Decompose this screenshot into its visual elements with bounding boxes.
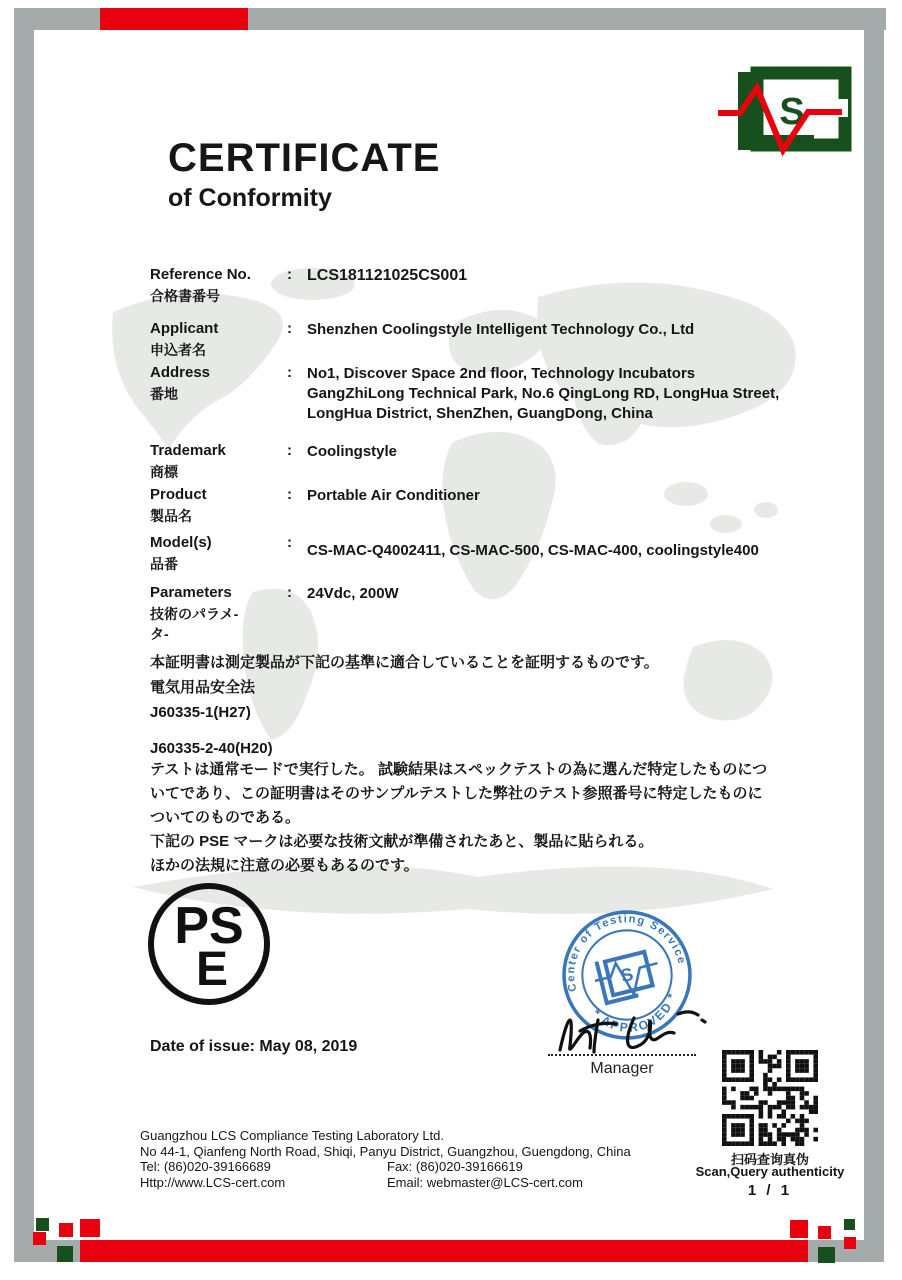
field-value: Coolingstyle xyxy=(307,443,398,460)
statement-standard-2: J60335-2-40(H20) xyxy=(150,740,273,757)
qr-code xyxy=(722,1050,818,1146)
certificate-title: CERTIFICATE xyxy=(168,136,441,180)
field-label-jp: 品番 xyxy=(150,556,178,572)
signature-role-label: Manager xyxy=(590,1060,654,1077)
qr-caption-zh: 扫码查询真伪 xyxy=(730,1152,809,1167)
signature-line xyxy=(548,1054,696,1056)
corner-square-green xyxy=(36,1218,49,1231)
field-label: Parameters xyxy=(150,584,232,601)
frame-left-bar xyxy=(14,8,34,1262)
field-colon: : xyxy=(287,584,292,601)
issuer-fax: Fax: (86)020-39166619 xyxy=(387,1159,523,1174)
field-colon: : xyxy=(287,442,292,459)
field-label: Reference No. xyxy=(150,266,251,283)
issuer-website: Http://www.LCS-cert.com xyxy=(140,1174,286,1190)
svg-text:S: S xyxy=(618,962,636,987)
qr-caption-en: Scan,Query authenticity xyxy=(695,1164,845,1179)
corner-square-red xyxy=(80,1219,100,1237)
issuer-company: Guangzhou LCS Compliance Testing Laboratory Ltd. xyxy=(140,1128,445,1143)
svg-text:S: S xyxy=(779,91,805,133)
test-note-line: ついてのものである。 xyxy=(150,809,301,826)
field-label-jp: 申込者名 xyxy=(150,342,206,358)
issuer-web-email-row xyxy=(140,1175,680,1191)
field-value: Portable Air Conditioner xyxy=(307,487,480,504)
corner-square-red xyxy=(59,1223,73,1237)
frame-bottom-red-accent xyxy=(80,1240,808,1262)
issuer-email: Email: webmaster@LCS-cert.com xyxy=(387,1174,583,1190)
field-value: 24Vdc, 200W xyxy=(307,585,399,602)
test-note-line: ほかの法規に注意の必要もあるのです。 xyxy=(150,857,419,874)
test-note xyxy=(150,758,830,878)
issuer-footer xyxy=(140,1128,680,1190)
issuer-tel: Tel: (86)020-39166689 xyxy=(140,1159,271,1174)
field-label: Product xyxy=(150,486,207,503)
field-colon: : xyxy=(287,266,292,283)
statement-line: 本証明書は測定製品が下記の基準に適合していることを証明するものです。 xyxy=(150,654,659,671)
corner-square-red xyxy=(844,1237,856,1249)
field-reference xyxy=(150,266,830,316)
corner-square-red xyxy=(818,1226,831,1239)
corner-square-red xyxy=(790,1220,808,1238)
field-product xyxy=(150,486,830,536)
svg-text:E: E xyxy=(195,943,229,996)
field-models xyxy=(150,534,830,584)
field-colon: : xyxy=(287,534,292,551)
svg-text:PS: PS xyxy=(174,897,244,955)
page-number: 1 / 1 xyxy=(747,1182,793,1199)
field-colon: : xyxy=(287,486,292,503)
lcs-logo-icon xyxy=(712,62,862,162)
pse-mark-icon xyxy=(146,881,272,1007)
field-label: Address xyxy=(150,364,211,381)
certificate-subtitle: of Conformity xyxy=(168,184,332,212)
field-label-jp: 技術のパラメ- タ- xyxy=(150,606,239,642)
issuer-tel-fax-row xyxy=(140,1159,680,1175)
conformity-statement xyxy=(150,650,659,761)
field-value: CS-MAC-Q4002411, CS-MAC-500, CS-MAC-400, coolingstyle400 xyxy=(307,542,759,559)
svg-text:* APPROVED *: * APPROVED * xyxy=(589,990,680,1035)
field-label: Applicant xyxy=(150,320,219,337)
test-note-line: 下記の PSE マークは必要な技術文献が準備されたあと、製品に貼られる。 xyxy=(150,833,654,850)
corner-square-red xyxy=(33,1232,46,1245)
field-parameters xyxy=(150,584,830,642)
signature xyxy=(548,1000,718,1060)
field-colon: : xyxy=(287,364,292,381)
field-applicant xyxy=(150,320,830,370)
field-label-jp: 商標 xyxy=(150,464,178,480)
field-colon: : xyxy=(287,320,292,337)
field-label-jp: 番地 xyxy=(150,386,178,402)
field-value: No1, Discover Space 2nd floor, Technology Incubators GangZhiLong Technical Park, No.6 QingLong RD, LongHua Street, LongHua District, ShenZhen, GuangDong, China xyxy=(307,365,780,422)
issuer-address: No 44-1, Qianfeng North Road, Shiqi, Panyu District, Guangzhou, Guengdong, China xyxy=(140,1143,631,1159)
statement-standard-1: J60335-1(H27) xyxy=(150,704,251,721)
date-of-issue: Date of issue: May 08, 2019 xyxy=(150,1038,358,1055)
field-value: LCS181121025CS001 xyxy=(307,267,468,284)
svg-text:Center of Testing Service: Center of Testing Service xyxy=(565,913,688,993)
field-value: Shenzhen Coolingstyle Intelligent Technology Co., Ltd xyxy=(307,321,695,338)
field-label: Trademark xyxy=(150,442,226,459)
corner-square-green xyxy=(57,1246,73,1262)
field-label-jp: 合格書番号 xyxy=(150,288,220,304)
test-note-line: テストは通常モードで実行した。 試験結果はスペックテストの為に選んだ特定したものにつ xyxy=(150,761,768,778)
test-note-line: いてであり、この証明書はそのサンプルテストした弊社のテスト参照番号に特定したものに xyxy=(150,785,763,802)
statement-law: 電気用品安全法 xyxy=(150,679,256,696)
field-trademark xyxy=(150,442,830,492)
frame-top-red-accent xyxy=(100,8,248,30)
field-label: Model(s) xyxy=(150,534,212,551)
field-label-jp: 製品名 xyxy=(150,508,192,524)
frame-right-bar xyxy=(864,8,884,1262)
field-address xyxy=(150,364,830,422)
corner-square-green xyxy=(844,1219,855,1230)
corner-square-green xyxy=(818,1247,835,1263)
